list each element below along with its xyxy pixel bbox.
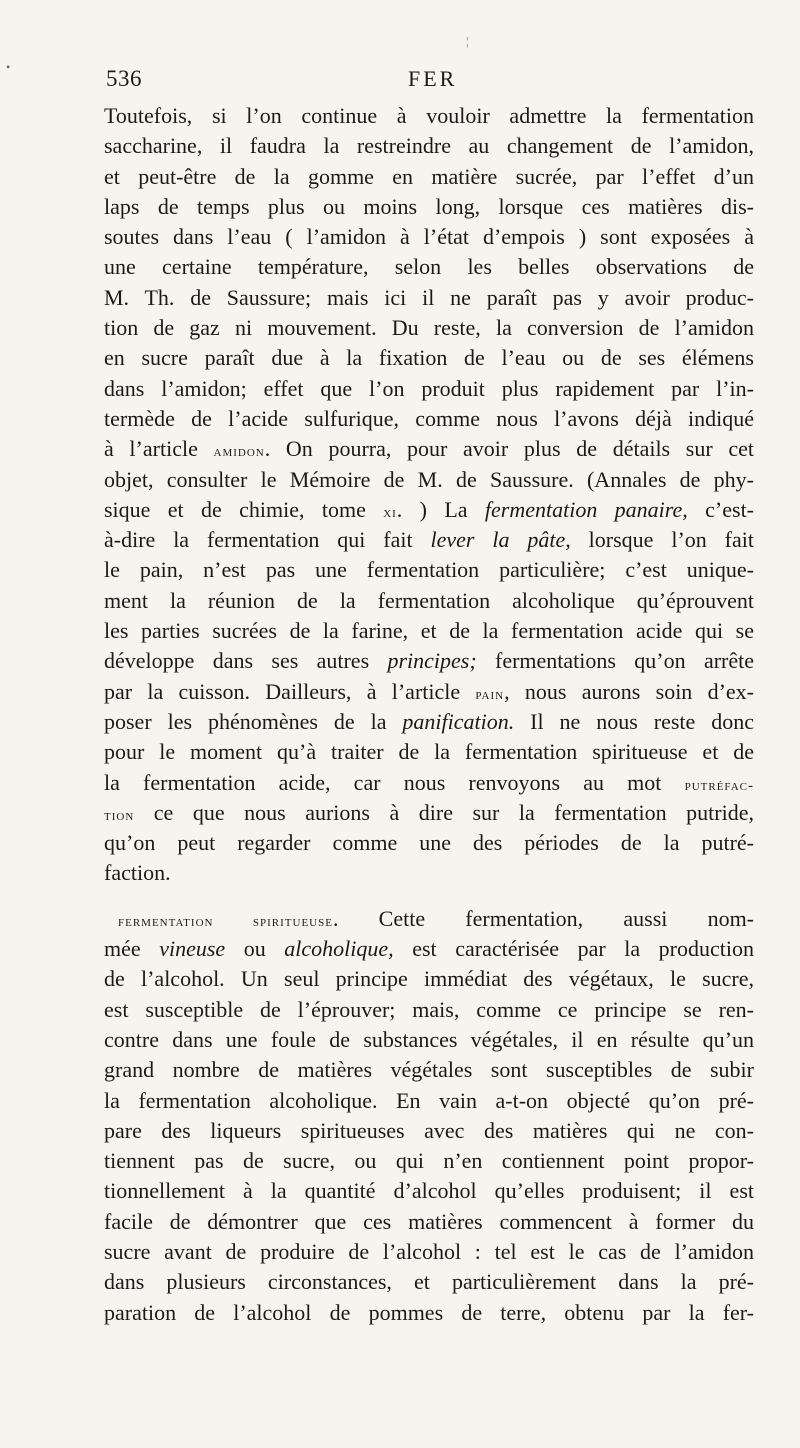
text-line: qu’on peut regarder comme une des périodes de la putré- xyxy=(104,830,754,856)
text-line xyxy=(104,434,754,464)
text-run: par la cuisson. Dailleurs, à l’article xyxy=(104,678,476,704)
text-line xyxy=(104,707,754,737)
text-line xyxy=(104,798,754,828)
text-line: tiennent pas de sucre, ou qui n’en contiennent point propor- xyxy=(104,1148,754,1174)
text-run: fermentations qu’on arrête xyxy=(476,648,754,674)
text-line: facile de démontrer que ces matières commencent à former du xyxy=(104,1208,754,1234)
page-header xyxy=(106,66,751,102)
text-line xyxy=(104,525,754,555)
text-line: pour le moment qu’à traiter de la fermentation spiritueuse et de xyxy=(104,739,754,765)
text-run: est caractérisée par la production xyxy=(393,936,754,962)
text-run: lorsque l’on fait xyxy=(570,527,754,553)
italic-term: principes; xyxy=(387,648,477,674)
text-run: . Cette fermentation, aussi nom- xyxy=(332,905,754,931)
text-line xyxy=(104,768,754,798)
text-run: . ) La xyxy=(396,496,485,522)
text-line: une certaine température, selon les belles observations de xyxy=(104,254,754,280)
text-line: tion de gaz ni mouvement. Du reste, la conversion de l’amidon xyxy=(104,315,754,341)
text-line xyxy=(104,904,754,934)
text-line: M. Th. de Saussure; mais ici il ne paraît pas y avoir produc- xyxy=(104,284,754,310)
italic-term: fermentation panaire, xyxy=(484,496,688,522)
text-line: paration de l’alcohol de pommes de terre, obtenu par la fer- xyxy=(104,1299,754,1325)
cross-reference: putréfac- xyxy=(684,777,754,794)
text-line: soutes dans l’eau ( l’amidon à l’état d’empois ) sont exposées à xyxy=(104,224,754,250)
text-line: Toutefois, si l’on continue à vouloir admettre la fermentation xyxy=(104,103,754,128)
running-head: FER xyxy=(408,66,458,91)
italic-term: lever la pâte, xyxy=(430,527,571,553)
text-run: à l’article xyxy=(104,436,214,462)
paragraph-gap xyxy=(104,889,754,904)
text-line: dans l’amidon; effet que l’on produit plus rapidement par l’in- xyxy=(104,375,754,401)
text-line xyxy=(104,495,754,525)
text-line: et peut-être de la gomme en matière sucrée, par l’effet d’un xyxy=(104,163,754,189)
text-run: Il ne nous reste donc xyxy=(514,708,754,734)
text-line xyxy=(104,677,754,707)
text-line: laps de temps plus ou moins long, lorsque ces matières dis- xyxy=(104,193,754,219)
page-number: 536 xyxy=(106,66,142,91)
text-line: en sucre paraît due à la fixation de l’eau ou de ses élémens xyxy=(104,345,754,371)
text-line: contre dans une foule de substances végétales, il en résulte qu’un xyxy=(104,1026,754,1052)
text-line: tionnellement à la quantité d’alcohol qu’elles produisent; il est xyxy=(104,1178,754,1204)
text-line xyxy=(104,934,754,964)
text-line xyxy=(104,646,754,676)
text-run: ou xyxy=(225,936,285,962)
text-line: ment la réunion de la fermentation alcoholique qu’éprouvent xyxy=(104,587,754,613)
text-line: de l’alcohol. Un seul principe immédiat des végétaux, le sucre, xyxy=(104,966,754,992)
text-line: faction. xyxy=(104,860,171,886)
text-line: termède de l’acide sulfurique, comme nous l’avons déjà indiqué xyxy=(104,405,754,431)
italic-term: alcoholique, xyxy=(284,936,394,962)
body-text xyxy=(104,101,754,1328)
text-run: mée xyxy=(104,936,160,962)
italic-term: vineuse xyxy=(159,936,226,962)
text-line: objet, consulter le Mémoire de M. de Saussure. (Annales de phy- xyxy=(104,466,754,492)
text-line: est susceptible de l’éprouver; mais, comme ce principe se ren- xyxy=(104,996,754,1022)
text-line: le pain, n’est pas une fermentation particulière; c’est unique- xyxy=(104,557,754,583)
text-line: saccharine, il faudra la restreindre au changement de l’amidon, xyxy=(104,133,754,159)
italic-term: panification. xyxy=(402,708,515,734)
text-run: poser les phénomènes de la xyxy=(104,708,403,734)
margin-speck: • xyxy=(6,60,11,74)
text-run: . On pourra, pour avoir plus de détails sur cet xyxy=(264,436,754,462)
text-line: sucre avant de produire de l’alcohol : tel est le cas de l’amidon xyxy=(104,1238,754,1264)
cross-reference: tion xyxy=(104,807,135,824)
text-run: ce que nous aurions à dire sur la fermentation putride, xyxy=(134,799,754,825)
text-run: sique et de chimie, tome xyxy=(104,496,384,522)
margin-speck: ¦ xyxy=(466,34,469,48)
cross-reference: amidon xyxy=(213,444,265,461)
text-run: développe dans ses autres xyxy=(104,648,388,674)
text-run: à-dire la fermentation qui fait xyxy=(104,527,431,553)
text-line: grand nombre de matières végétales sont susceptibles de subir xyxy=(104,1057,754,1083)
text-line: dans plusieurs circonstances, et particulièrement dans la pré- xyxy=(104,1269,754,1295)
text-run: , nous aurons soin d’ex- xyxy=(504,678,754,704)
text-run: la fermentation acide, car nous renvoyons au mot xyxy=(104,769,685,795)
text-line: les parties sucrées de la farine, et de la fermentation acide qui se xyxy=(104,618,754,644)
text-run: c’est- xyxy=(687,496,754,522)
section-heading: fermentation spiritueuse xyxy=(118,913,333,930)
cross-reference: pain xyxy=(475,686,505,703)
text-line: la fermentation alcoholique. En vain a-t-on objecté qu’on pré- xyxy=(104,1087,754,1113)
text-line: pare des liqueurs spiritueuses avec des matières qui ne con- xyxy=(104,1117,754,1143)
volume-number: xi xyxy=(383,504,397,521)
